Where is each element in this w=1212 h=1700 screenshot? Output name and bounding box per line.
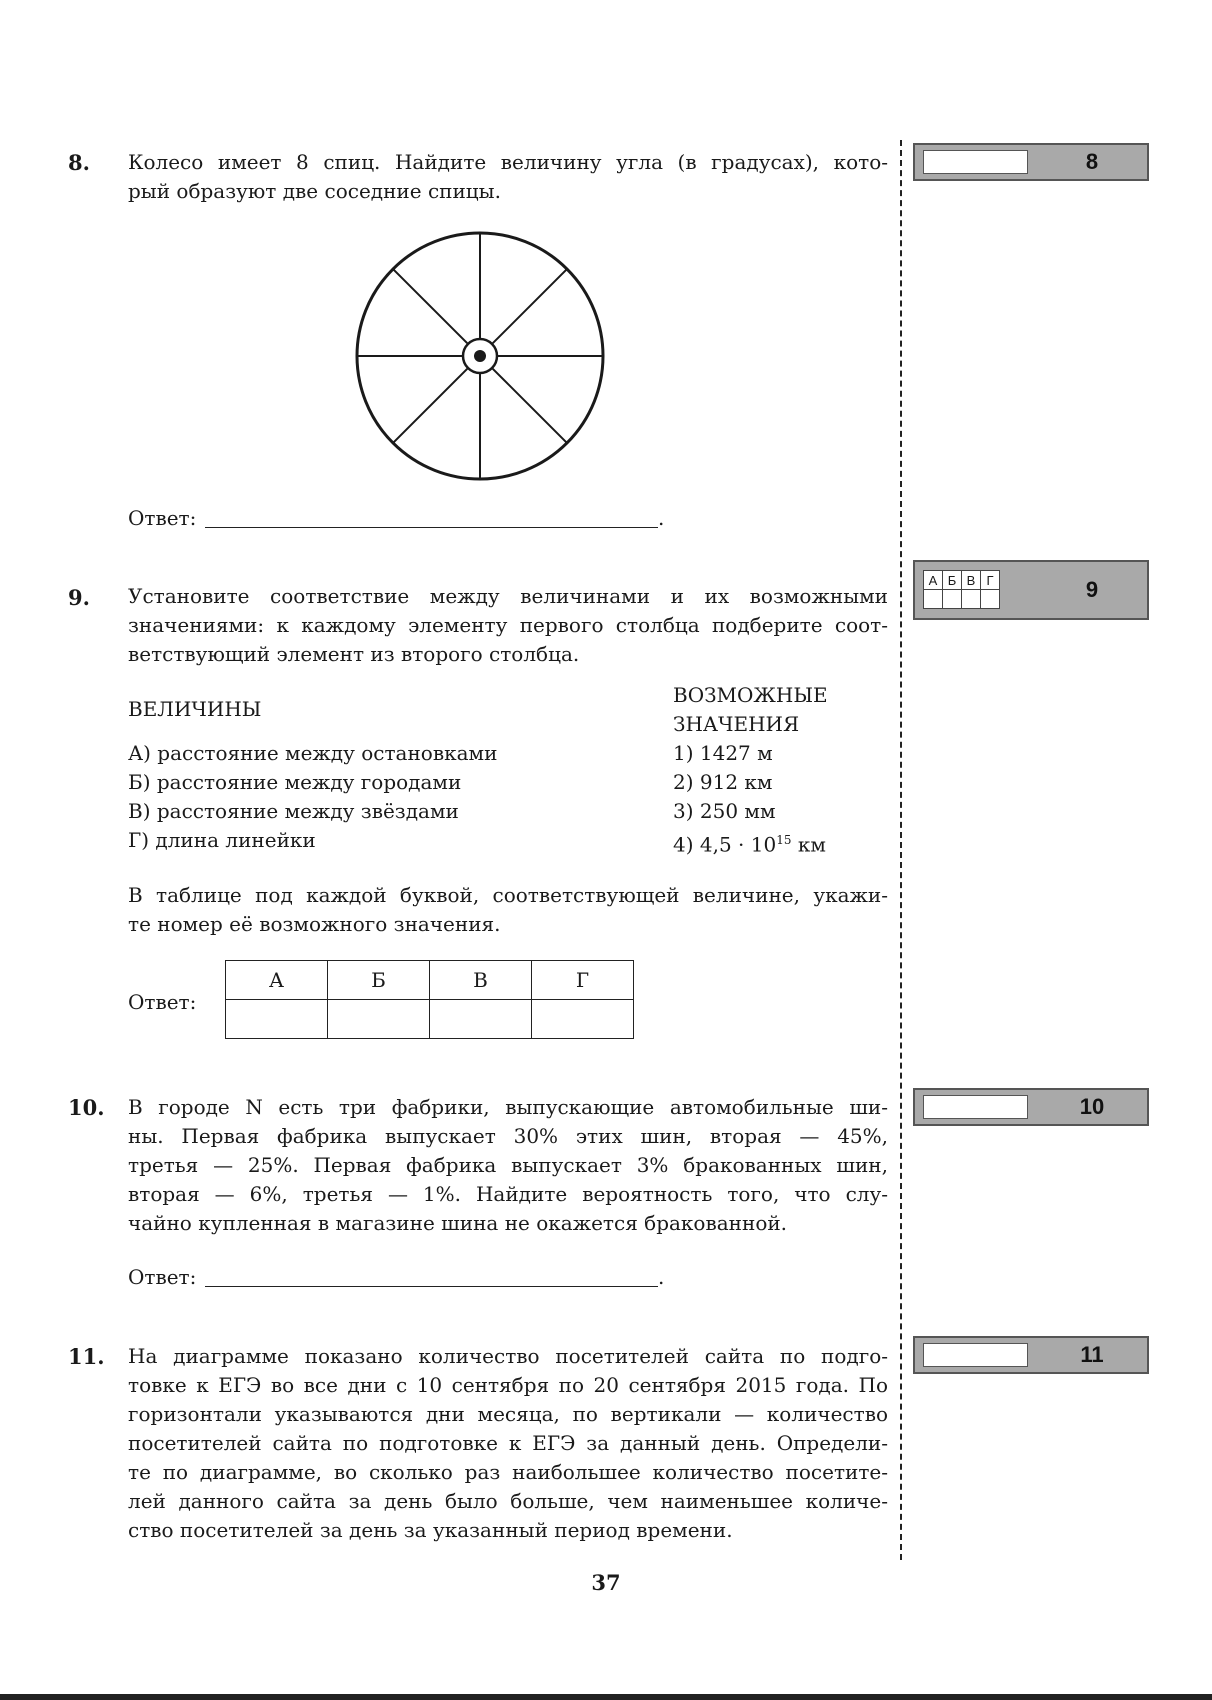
q8-number: 8. [68,150,90,175]
scan-edge [0,1694,1212,1700]
q9-left-item: А) расстояние между остановками [128,741,498,765]
q9-instruction-line-1: В таблице под каждой буквой, соответствующей величине, укажи- [128,883,888,907]
q8-answer-period: . [658,506,665,530]
wheel-spoke [393,368,468,443]
q10-line-5: чайно купленная в магазине шина не окажется бракованной. [128,1211,788,1235]
q9-box-grid [923,570,1000,609]
q9-text [128,582,888,669]
q9-box-letter: В [962,571,981,590]
q9-right-item: 1) 1427 м [673,741,773,765]
q9-right-item [673,826,826,860]
q9-instruction-line-2: те номер её возможного значения. [128,912,501,936]
q10-answer-field[interactable] [205,1286,658,1287]
q8-answer-field[interactable] [205,527,658,528]
q8-answer-label: Ответ: [128,506,197,530]
q10-line-3: третья — 25%. Первая фабрика выпускает 3% бракованных шин, [128,1153,888,1177]
wheel-spoke [492,269,567,344]
q11-line-7: ство посетителей за день за указанный период времени. [128,1518,733,1542]
q9-left-item: Г) длина линейки [128,828,316,852]
q11-line-5: те по диаграмме, во сколько раз наибольшее количество посетите- [128,1460,888,1484]
q8-answer-box-field[interactable] [923,150,1028,174]
q11-line-6: лей данного сайта за день было больше, чем наименьшее количе- [128,1489,888,1513]
q9-line-1: Установите соответствие между величинами и их возможными [128,584,888,608]
q9-table-header: В [430,961,532,1000]
q10-number: 10. [68,1095,105,1120]
q9-box-code: 9 [1085,577,1099,602]
q9-box-letter: Б [943,571,962,590]
q9-box-cell[interactable] [943,590,962,609]
q11-line-3: горизонтали указываются дни месяца, по вертикали — количество [128,1402,888,1426]
q10-answer-box [913,1088,1149,1126]
q9-box-cell[interactable] [962,590,981,609]
q11-line-4: посетителей сайта по подготовке к ЕГЭ за данный день. Определи- [128,1431,888,1455]
q9-left-item: Б) расстояние между городами [128,770,462,794]
q8-text [128,148,888,206]
q9-box-cell[interactable] [981,590,1000,609]
q9-line-3: ветствующий элемент из второго столбца. [128,642,580,666]
wheel-spoke [393,269,468,344]
q11-line-2: товке к ЕГЭ во все дни с 10 сентября по 20 сентября 2015 года. По [128,1373,888,1397]
q9-right-item-4-exp: 15 [776,833,792,847]
q11-box-code: 11 [1080,1342,1104,1367]
q10-answer-period: . [658,1265,665,1289]
page-number: 37 [591,1570,621,1595]
q9-table-header: Б [328,961,430,1000]
q9-left-item: В) расстояние между звёздами [128,799,459,823]
q9-box-cell[interactable] [924,590,943,609]
q11-text [128,1342,888,1545]
q11-answer-box [913,1336,1149,1374]
q9-answer-box [913,560,1149,620]
wheel-axle [474,350,486,362]
q10-line-1: В городе N есть три фабрики, выпускающие автомобильные ши- [128,1095,888,1119]
q10-text [128,1093,888,1238]
q9-box-letter: Г [981,571,1000,590]
q9-answer-cell[interactable] [328,1000,430,1039]
q10-box-code: 10 [1079,1094,1105,1119]
q10-answer-box-field[interactable] [923,1095,1028,1119]
q8-answer-box [913,143,1149,181]
q9-right-item-4-suffix: км [791,832,826,857]
q9-line-2: значениями: к каждому элементу первого столбца подберите соот- [128,613,888,637]
q9-answer-label: Ответ: [128,990,197,1014]
q10-answer-label: Ответ: [128,1265,197,1289]
q9-answer-table [225,960,634,1039]
wheel-figure [350,228,610,488]
wheel-spoke [492,368,567,443]
q9-right-header-2: ЗНАЧЕНИЯ [673,712,800,736]
q8-line-1: Колесо имеет 8 спиц. Найдите величину угла (в градусах), кото- [128,150,888,174]
q8-box-code: 8 [1085,149,1099,174]
q9-right-list [673,739,826,860]
cut-line [900,140,902,1560]
q9-answer-cell[interactable] [226,1000,328,1039]
q9-answer-cell[interactable] [532,1000,634,1039]
q9-answer-cell[interactable] [430,1000,532,1039]
q9-table-header: А [226,961,328,1000]
q9-instruction [128,881,888,939]
q11-number: 11. [68,1344,105,1369]
q9-number: 9. [68,585,90,610]
q10-line-4: вторая — 6%, третья — 1%. Найдите вероятность того, что слу- [128,1182,888,1206]
q9-right-item: 2) 912 км [673,770,773,794]
q11-line-1: На диаграмме показано количество посетителей сайта по подго- [128,1344,888,1368]
q9-left-header: ВЕЛИЧИНЫ [128,697,262,721]
q10-line-2: ны. Первая фабрика выпускает 30% этих шин, вторая — 45%, [128,1124,888,1148]
q9-right-item: 3) 250 мм [673,799,776,823]
q9-right-item-4-prefix: 4) 4,5 · 10 [673,832,777,857]
q9-table-header: Г [532,961,634,1000]
q9-left-list [128,739,497,855]
q8-line-2: рый образуют две соседние спицы. [128,179,501,203]
q9-right-header-1: ВОЗМОЖНЫЕ [673,683,828,707]
q9-box-letter: А [924,571,943,590]
q11-answer-box-field[interactable] [923,1343,1028,1367]
